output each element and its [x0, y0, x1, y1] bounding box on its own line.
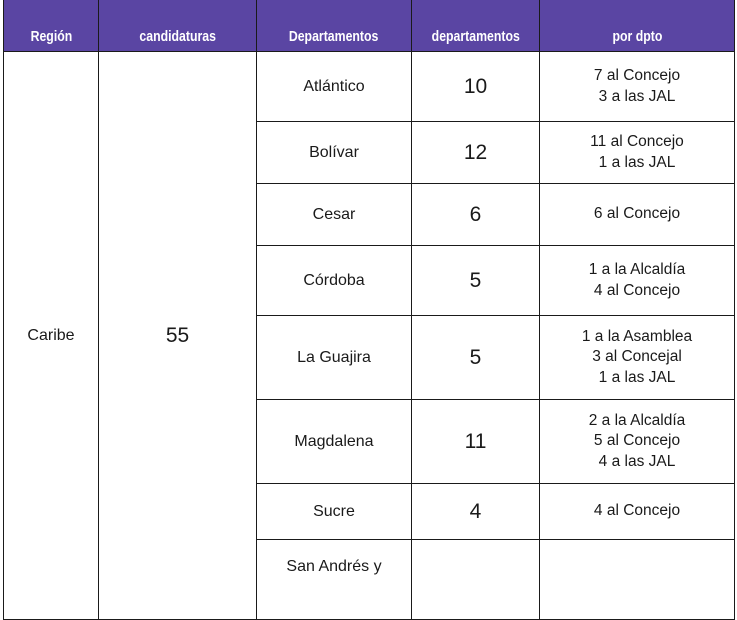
- count-cell: 10: [412, 52, 540, 122]
- count-cell: 6: [412, 184, 540, 246]
- alloc-line: 5 al Concejo: [593, 432, 681, 450]
- table-row: [4, 52, 735, 122]
- dept-cell: Córdoba: [257, 246, 412, 316]
- count-cell: 11: [412, 400, 540, 484]
- header-row: [4, 0, 735, 52]
- dept-cell: Magdalena: [257, 400, 412, 484]
- dept-cell: Bolívar: [257, 122, 412, 184]
- alloc-line: 1 a la Asamblea: [581, 327, 693, 345]
- count-cell: 5: [412, 246, 540, 316]
- count-cell: 5: [412, 316, 540, 400]
- alloc-cell: [540, 122, 735, 184]
- alloc-line: 1 a la Alcaldía: [588, 261, 686, 278]
- alloc-cell: [540, 246, 735, 316]
- alloc-cell: [540, 316, 735, 400]
- alloc-line: 4 al Concejo: [593, 281, 681, 299]
- count-cell: [412, 540, 540, 620]
- alloc-line: 4 a las JAL: [598, 452, 676, 470]
- count-cell: 12: [412, 122, 540, 184]
- header-candidaturas: candidaturas: [99, 0, 257, 52]
- alloc-line: 7 al Concejo: [593, 67, 681, 84]
- alloc-cell: [540, 184, 735, 246]
- dept-cell: La Guajira: [257, 316, 412, 400]
- alloc-cell: [540, 484, 735, 540]
- alloc-cell: [540, 540, 735, 620]
- alloc-line: 3 a las JAL: [598, 87, 676, 105]
- header-departamentos: Departamentos: [257, 0, 412, 52]
- alloc-cell: [540, 52, 735, 122]
- dept-cell: Sucre: [257, 484, 412, 540]
- dept-cell: Atlántico: [257, 52, 412, 122]
- header-num-departamentos: departamentos: [412, 0, 540, 52]
- alloc-line: 3 al Concejal: [592, 348, 682, 366]
- header-distribucion: por dpto: [540, 0, 735, 52]
- alloc-cell: [540, 400, 735, 484]
- total-cell: 55: [99, 52, 257, 620]
- alloc-line: 6 al Concejo: [593, 205, 681, 223]
- alloc-line: 2 a la Alcaldía: [588, 411, 686, 429]
- dept-cell: Cesar: [257, 184, 412, 246]
- candidaturas-table: [3, 0, 735, 620]
- alloc-line: 1 a las JAL: [598, 368, 676, 386]
- alloc-line: 4 al Concejo: [593, 502, 681, 520]
- header-region: Región: [4, 0, 99, 52]
- region-cell: Caribe: [4, 52, 99, 620]
- count-cell: 4: [412, 484, 540, 540]
- dept-cell: San Andrés y: [257, 540, 412, 620]
- alloc-line: 1 a las JAL: [598, 153, 676, 171]
- alloc-line: 11 al Concejo: [590, 133, 684, 150]
